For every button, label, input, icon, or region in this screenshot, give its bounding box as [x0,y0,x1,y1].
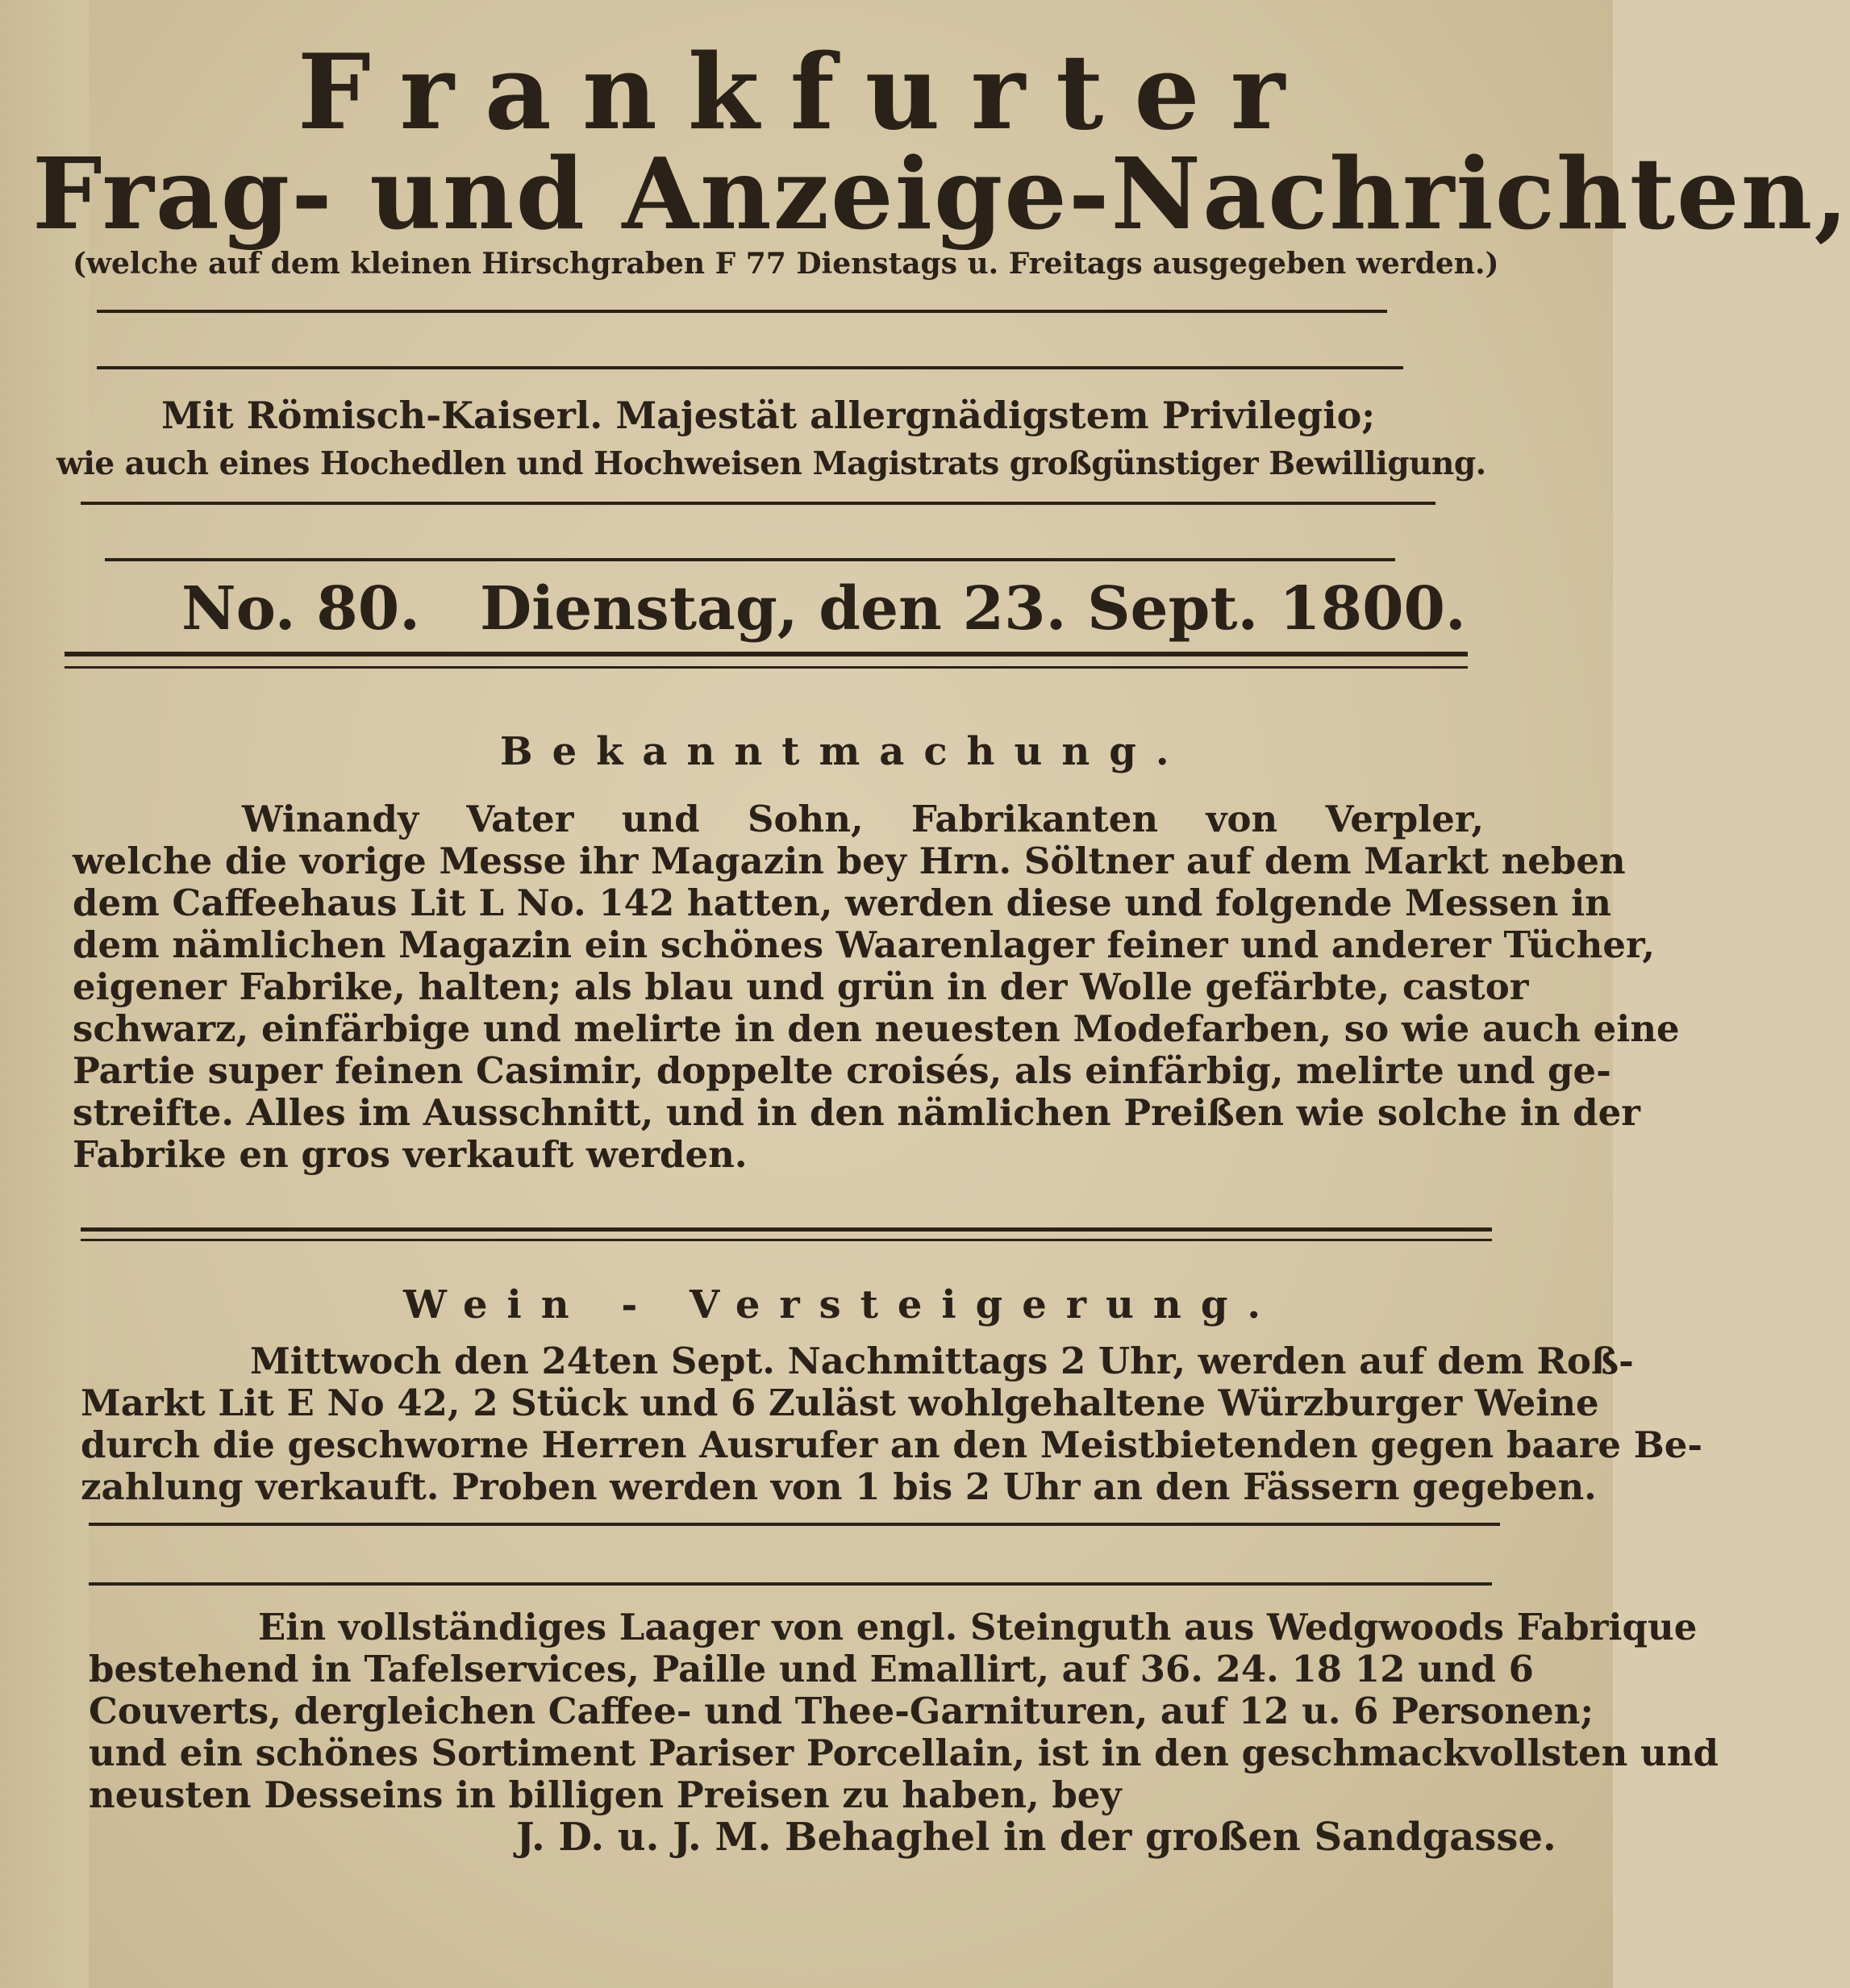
notice-line: Ein vollständiges Laager von engl. Steinguth aus Wedgwoods Fabrique [258,1606,1698,1648]
issue-date: Dienstag, den 23. Sept. 1800. [480,574,1466,644]
privilege-rule [81,502,1435,505]
notice-line: Fabrike en gros verkauft werden. [73,1133,748,1176]
notice-line: Partie super feinen Casimir, doppelte croisés, als einfärbig, melirte und ge- [73,1049,1611,1092]
publisher-note: (welche auf dem kleinen Hirschgraben F 77 Dienstags u. Freitags ausgegeben werden.) [73,247,1499,281]
masthead-rule [97,366,1403,369]
notice-line: dem nämlichen Magazin ein schönes Waarenlager feiner und anderer Tücher, [73,923,1656,966]
notice-body [81,1340,1703,1508]
privilege-rule [105,558,1395,561]
notice-line: Markt Lit E No 42, 2 Stück und 6 Zuläst wohlgehaltene Würzburger Weine [81,1382,1599,1424]
issue-line [181,574,1466,644]
issue-rule [65,666,1468,669]
notice-line: welche die vorige Messe ihr Magazin bey Hrn. Söltner auf dem Markt neben [73,840,1626,882]
notice-line: dem Caffeehaus Lit L No. 142 hatten, werden diese und folgende Messen in [73,881,1611,924]
notice-line: eigener Fabrike, halten; als blau und grün in der Wolle gefärbte, castor [73,965,1529,1008]
notice-line: durch die geschworne Herren Ausrufer an den Meistbietenden gegen baare Be- [81,1423,1703,1466]
notice-rule [81,1227,1492,1232]
notice-line: bestehend in Tafelservices, Paille und Emallirt, auf 36. 24. 18 12 und 6 [89,1648,1534,1690]
notice-rule [89,1523,1500,1526]
notice-heading: Bekanntmachung. [500,729,1189,774]
notice-body [73,798,1680,1176]
notice-line: zahlung verkauft. Proben werden von 1 bis 2 Uhr an den Fässern gegeben. [81,1465,1597,1508]
notice-signature: J. D. u. J. M. Behaghel in der großen Sandgasse. [516,1815,1556,1860]
notice-line: schwarz, einfärbige und melirte in den neuesten Modefarben, so wie auch eine [73,1007,1680,1050]
notice-body [89,1606,1719,1816]
masthead-title-line1: Frankfurter [297,32,1316,153]
masthead-rule [97,310,1387,313]
notice-rule [89,1582,1492,1586]
notice-line: Mittwoch den 24ten Sept. Nachmittags 2 Uhr, werden auf dem Roß- [250,1340,1634,1382]
notice-heading: Wein - Versteigerung. [403,1282,1281,1327]
notice-line: neusten Desseins in billigen Preisen zu haben, bey [89,1773,1122,1816]
issue-number: No. 80. [181,574,420,644]
notice-line: und ein schönes Sortiment Pariser Porcellain, ist in den geschmackvollsten und [89,1732,1719,1774]
masthead-title-line2: Frag- und Anzeige-Nachrichten, [32,135,1850,252]
notice-line: Couverts, dergleichen Caffee- und Thee-Garnituren, auf 12 u. 6 Personen; [89,1690,1594,1732]
issue-rule [65,652,1468,656]
privilege-line-1: Mit Römisch-Kaiserl. Majestät allergnädigstem Privilegio; [161,394,1376,437]
notice-line: streifte. Alles im Ausschnitt, und in den nämlichen Preißen wie solche in der [73,1091,1640,1134]
notice-rule [81,1239,1492,1241]
privilege-line-2: wie auch eines Hochedlen und Hochweisen Magistrats großgünstiger Bewilligung. [56,445,1486,482]
notice-line: Winandy Vater und Sohn, Fabrikanten von Verpler, [242,798,1484,840]
